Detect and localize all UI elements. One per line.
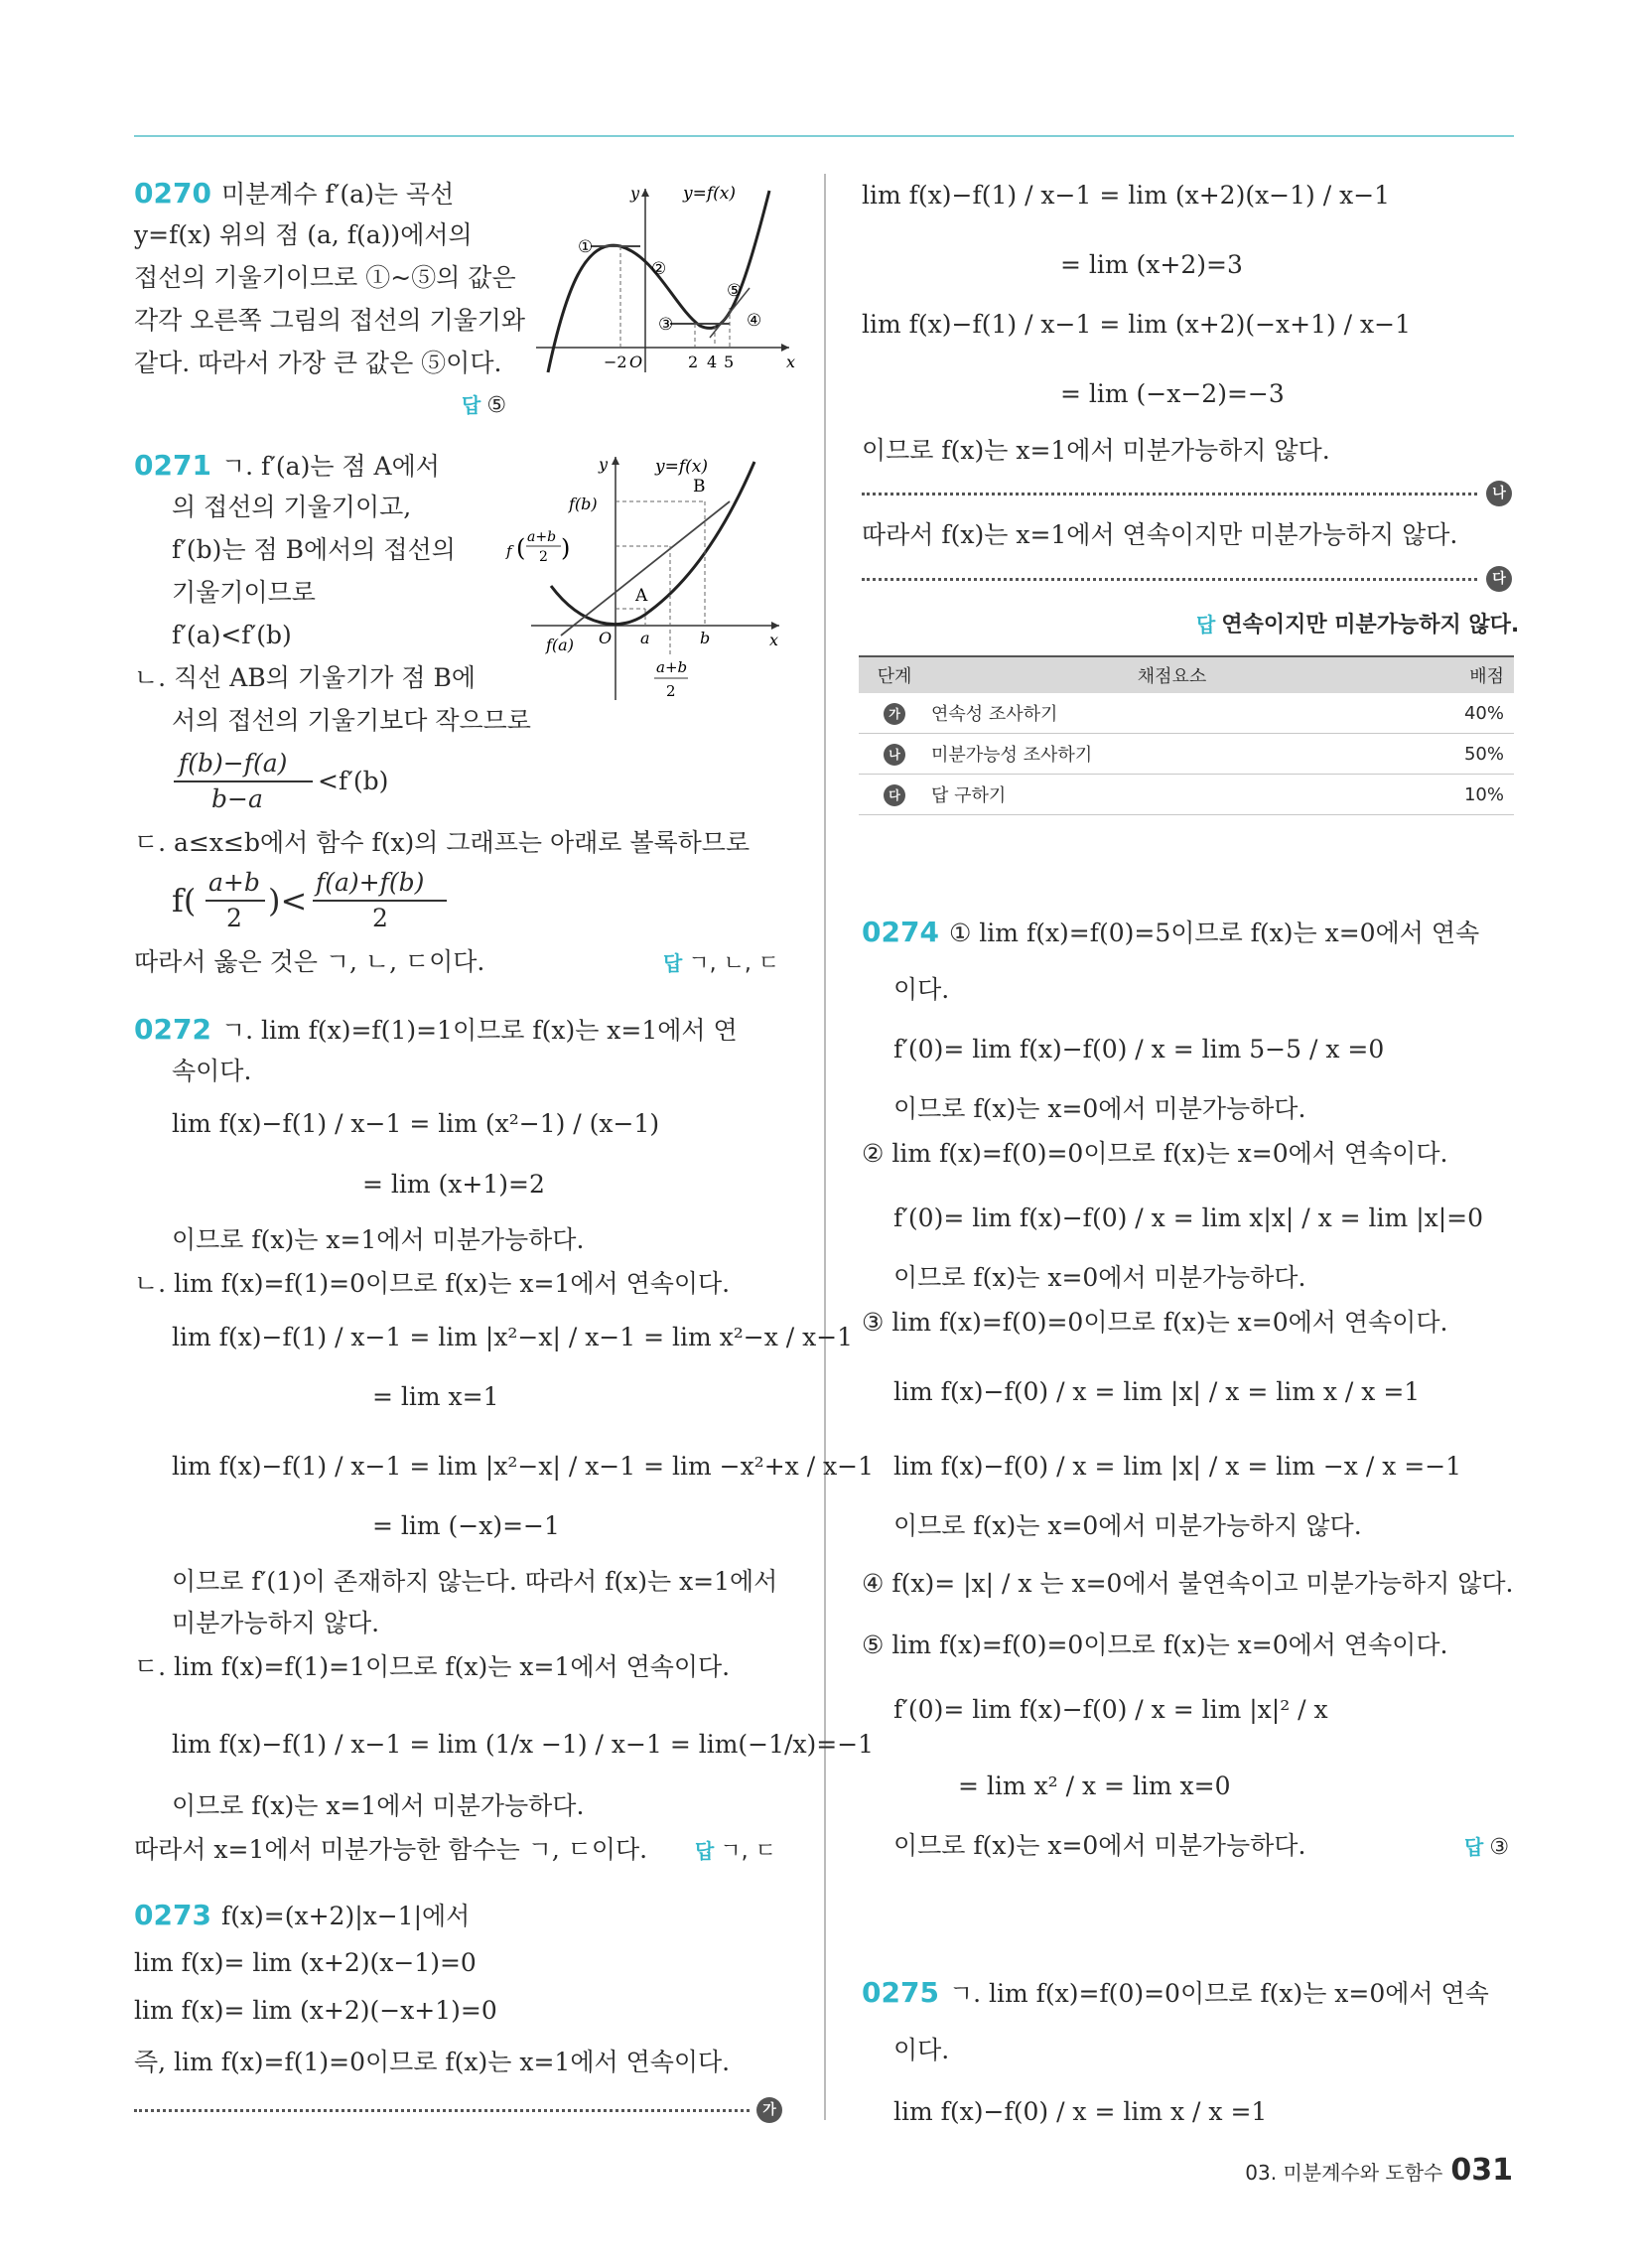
svg-text:②: ② — [651, 259, 667, 279]
answer-label: 답 — [695, 1839, 715, 1863]
scoring-table — [859, 655, 1514, 815]
problem-number: 0272 — [134, 1013, 211, 1046]
svg-text:a: a — [640, 629, 650, 647]
problem-number: 0275 — [862, 1976, 939, 2009]
svg-text:): ) — [561, 534, 571, 562]
svg-text:4: 4 — [707, 353, 718, 371]
svg-text:A: A — [635, 586, 648, 606]
svg-text:O: O — [599, 629, 613, 647]
svg-text:5: 5 — [724, 353, 735, 371]
dotted-separator — [862, 493, 1477, 496]
svg-text:2: 2 — [666, 682, 676, 700]
top-rule — [134, 135, 1514, 137]
answer-label: 답 — [1196, 613, 1216, 637]
graph-0270 — [526, 179, 804, 377]
svg-text:y: y — [599, 455, 609, 474]
svg-text:O: O — [629, 353, 643, 371]
table-row: 나 미분가능성 조사하기 50% — [859, 734, 1514, 775]
svg-text:①: ① — [578, 237, 594, 257]
answer-value: ㄱ, ㄴ, ㄷ — [688, 951, 780, 976]
svg-text:−2: −2 — [604, 353, 627, 371]
svg-text:a+b: a+b — [527, 529, 557, 545]
answer-label: 답 — [462, 393, 481, 417]
svg-text:x: x — [786, 353, 796, 371]
svg-text:a+b: a+b — [656, 658, 688, 676]
header-points: 배점 — [1414, 656, 1514, 693]
svg-text:④: ④ — [747, 311, 762, 331]
page-number: 031 — [1450, 2153, 1513, 2188]
svg-text:f(a): f(a) — [546, 636, 574, 654]
problem-number: 0273 — [134, 1899, 211, 1931]
dotted-separator — [862, 578, 1477, 581]
step-badge: 나 — [884, 744, 905, 766]
table-row: 다 답 구하기 10% — [859, 775, 1514, 815]
svg-text:y=f(x): y=f(x) — [655, 457, 708, 477]
step-badge: 나 — [1486, 481, 1512, 506]
chapter-title: 03. 미분계수와 도함수 — [1245, 2161, 1443, 2185]
svg-text:y: y — [630, 184, 640, 203]
table-row: 가 연속성 조사하기 40% — [859, 693, 1514, 734]
page-footer — [1245, 2153, 1513, 2188]
header-criteria: 채점요소 — [930, 656, 1414, 693]
svg-text:f: f — [506, 542, 512, 560]
svg-text:(: ( — [516, 534, 526, 562]
problem-number: 0271 — [134, 449, 211, 482]
svg-text:y=f(x): y=f(x) — [683, 184, 736, 204]
dotted-separator — [134, 2109, 750, 2112]
answer-value: ③ — [1489, 1835, 1510, 1860]
graph-0271 — [491, 452, 794, 710]
column-divider — [824, 174, 826, 2120]
svg-text:x: x — [769, 631, 779, 649]
answer-label: 답 — [1464, 1835, 1484, 1859]
step-badge: 가 — [884, 703, 905, 725]
step-badge: 다 — [884, 784, 905, 806]
problem-number: 0274 — [862, 916, 939, 948]
svg-text:f(b): f(b) — [569, 495, 598, 513]
step-badge: 가 — [756, 2097, 782, 2123]
svg-text:⑤: ⑤ — [727, 281, 743, 301]
answer-value: 연속이지만 미분가능하지 않다. — [1221, 613, 1520, 638]
problem-number: 0270 — [134, 177, 211, 210]
answer-label: 답 — [663, 951, 683, 975]
svg-text:③: ③ — [658, 315, 674, 335]
answer-value: ㄱ, ㄷ — [720, 1839, 776, 1864]
svg-text:2: 2 — [688, 353, 699, 371]
svg-text:b: b — [700, 629, 711, 647]
svg-text:B: B — [693, 477, 706, 496]
step-badge: 다 — [1486, 566, 1512, 592]
svg-text:2: 2 — [539, 549, 548, 565]
header-step: 단계 — [859, 656, 930, 693]
answer-value: ⑤ — [486, 393, 507, 418]
